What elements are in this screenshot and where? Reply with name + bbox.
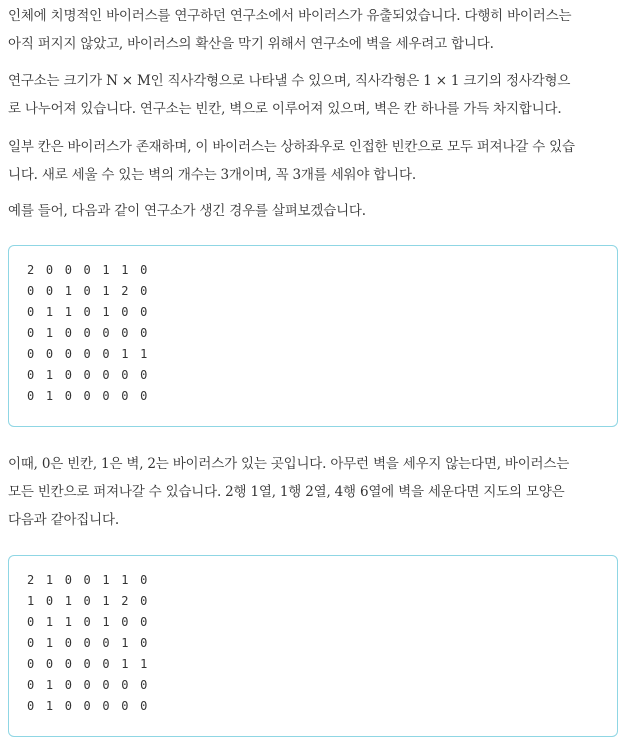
text-line: 예를 들어, 다음과 같이 연구소가 생긴 경우를 살펴보겠습니다.	[8, 203, 366, 219]
text-line: 인체에 치명적인 바이러스를 연구하던 연구소에서 바이러스가 유출되었습니다. 다행히 바이러스는	[8, 8, 572, 24]
grid-row: 0 1 0 0 0 0 0	[27, 368, 150, 382]
example-grid-box-1	[8, 245, 618, 427]
text-line: 니다. 새로 세울 수 있는 벽의 개수는 3개이며, 꼭 3개를 세워야 합니다.	[8, 167, 416, 183]
virus-spread-paragraph	[8, 133, 634, 189]
grid-row: 2 0 0 0 1 1 0	[27, 263, 150, 277]
text-line: 이때, 0은 빈칸, 1은 벽, 2는 바이러스가 있는 곳입니다. 아무런 벽을 세우지 않는다면, 바이러스는	[8, 456, 570, 472]
example-intro-paragraph	[8, 197, 634, 225]
grid-row: 0 1 1 0 1 0 0	[27, 615, 150, 629]
text-line: 일부 칸은 바이러스가 존재하며, 이 바이러스는 상하좌우로 인접한 빈칸으로 모두 퍼져나갈 수 있습	[8, 139, 575, 155]
grid-row: 0 1 0 0 0 0 0	[27, 699, 150, 713]
grid-row: 1 0 1 0 1 2 0	[27, 594, 150, 608]
grid-row: 0 1 1 0 1 0 0	[27, 305, 150, 319]
grid-row: 0 1 0 0 0 1 0	[27, 636, 150, 650]
lab-size-paragraph	[8, 67, 634, 123]
example-grid-box-2	[8, 555, 618, 737]
legend-paragraph	[8, 450, 634, 534]
intro-paragraph	[8, 2, 634, 58]
text-line: 연구소는 크기가 N × M인 직사각형으로 나타낼 수 있으며, 직사각형은 1 × 1 크기의 정사각형으	[8, 73, 571, 89]
grid-row: 0 1 0 0 0 0 0	[27, 678, 150, 692]
text-line: 로 나누어져 있습니다. 연구소는 빈칸, 벽으로 이루어져 있으며, 벽은 칸 하나를 가득 차지합니다.	[8, 101, 562, 117]
grid-row: 0 0 0 0 0 1 1	[27, 657, 150, 671]
grid-row: 0 0 1 0 1 2 0	[27, 284, 150, 298]
grid-row: 0 1 0 0 0 0 0	[27, 389, 150, 403]
grid-row: 0 0 0 0 0 1 1	[27, 347, 150, 361]
grid-row: 0 1 0 0 0 0 0	[27, 326, 150, 340]
grid-row: 2 1 0 0 1 1 0	[27, 573, 150, 587]
text-line: 다음과 같아집니다.	[8, 512, 119, 528]
text-line: 아직 퍼지지 않았고, 바이러스의 확산을 막기 위해서 연구소에 벽을 세우려고 합니다.	[8, 36, 494, 52]
text-line: 모든 빈칸으로 퍼져나갈 수 있습니다. 2행 1열, 1행 2열, 4행 6열에 벽을 세운다면 지도의 모양은	[8, 484, 565, 500]
